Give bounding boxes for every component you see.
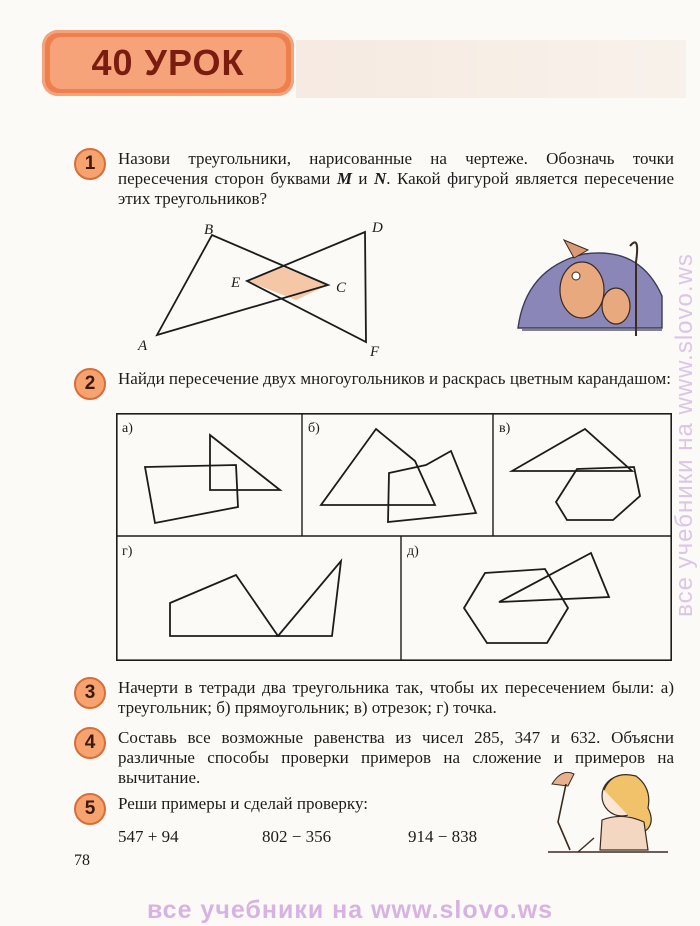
task-1 [74, 148, 674, 208]
cell-g-triangle [278, 561, 341, 636]
task-1-text-and: и [351, 169, 374, 188]
cell-label-d: д) [407, 544, 419, 559]
letter-n: N [373, 169, 387, 188]
cell-d-triangle [499, 553, 609, 602]
grid-border [117, 414, 671, 660]
cell-label-g: г) [122, 544, 133, 559]
cell-a-shapes [145, 435, 280, 523]
task-number-3: 3 [74, 677, 106, 709]
cell-b-shapes [321, 429, 476, 522]
cell-label-a: а) [122, 421, 133, 436]
example-3: 914 − 838 [408, 827, 478, 846]
polygons-grid-drawing [116, 413, 672, 661]
point-label-f: F [370, 344, 380, 360]
task-number-4: 4 [74, 727, 106, 759]
point-label-b: B [204, 222, 214, 238]
lesson-title: 40 УРОК [91, 42, 245, 83]
task-1-text [118, 149, 674, 209]
pencil [578, 838, 594, 852]
second-character [602, 288, 630, 324]
cell-g-polygon [170, 575, 278, 636]
polygons-grid [116, 413, 672, 661]
task-number-5: 5 [74, 793, 106, 825]
task-1-text-part: Назови треугольники, нарисованные на чертеже. Обозначь точки пересечения сторон буквами [118, 149, 674, 188]
page-number: 78 [74, 852, 90, 869]
task-2 [74, 368, 674, 412]
lesson-badge [42, 30, 294, 96]
point-label-a: A [138, 338, 148, 354]
girl-at-desk-illustration [548, 760, 668, 866]
side-watermark-text: все учебники на www.slovo.ws [671, 253, 698, 617]
cell-v-triangle [512, 429, 632, 471]
cell-label-v: в) [499, 421, 511, 436]
lesson-badge-inner [50, 37, 286, 89]
task-3 [74, 677, 674, 721]
task-number-1: 1 [74, 148, 106, 180]
cell-v-hexagon [556, 467, 640, 520]
example-1: 547 + 94 [118, 827, 179, 846]
intersection-region [247, 267, 328, 300]
example-2: 802 − 356 [262, 827, 332, 846]
task-number-2: 2 [74, 368, 106, 400]
cell-a-triangle [210, 435, 280, 490]
character-body [560, 262, 604, 318]
task-4-text: Составь все возможные равенства из чисел 285, 347 и 632. Объясни различные способы проверки примеров на сложение и примеров на вычитание. [118, 728, 674, 787]
task-1-text-end: . Какой фигурой является пересечение этих треугольников? [118, 169, 674, 208]
cell-a-quadrilateral [145, 465, 238, 523]
cell-label-b: б) [308, 421, 320, 436]
cell-v-shapes [512, 429, 640, 520]
desk-lamp-shade [552, 772, 574, 786]
letter-m: M [336, 169, 352, 188]
cell-g-shapes [170, 561, 341, 636]
point-label-e: E [231, 275, 241, 291]
point-label-c: C [336, 280, 347, 296]
cell-d-shapes [464, 553, 609, 643]
cell-d-hexagon [464, 569, 568, 643]
examples-row [118, 827, 538, 851]
cell-b-pentagon [388, 451, 476, 522]
faded-header-band [296, 40, 686, 98]
triangles-figure [130, 218, 400, 363]
task-5-text: Реши примеры и сделай проверку: [118, 794, 368, 813]
character-illustration [512, 232, 670, 344]
point-label-d: D [372, 220, 383, 236]
side-watermark [670, 110, 700, 760]
desk-lamp-arm [558, 784, 570, 850]
task-3-text: Начерти в тетради два треугольника так, чтобы их пересечением были: а) треугольник; б) прямоугольник; в) отрезок; г) точка. [118, 678, 674, 717]
character-eye [572, 272, 580, 280]
task-5 [74, 793, 514, 823]
girl-body [600, 816, 648, 850]
bottom-watermark: все учебники на www.slovo.ws [146, 896, 554, 924]
task-2-text: Найди пересечение двух многоугольников и раскрась цветным карандашом: [118, 369, 671, 388]
